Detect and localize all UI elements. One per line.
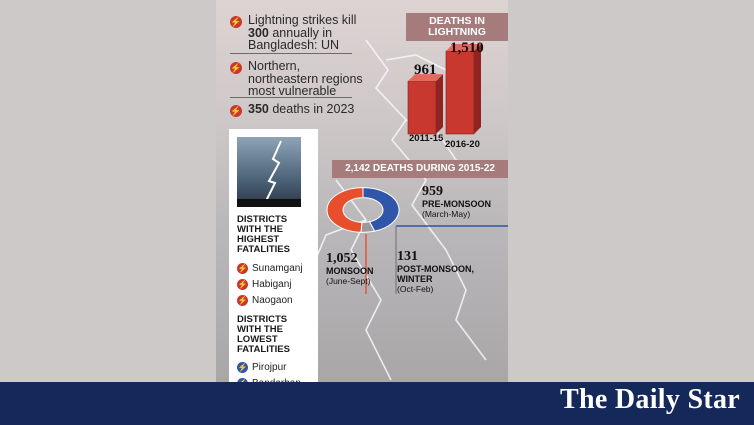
districts-card (229, 129, 318, 389)
slice-value: 1,052 (326, 251, 358, 266)
divider (230, 97, 352, 98)
lightning-bolt-icon: ⚡ (237, 363, 248, 372)
lightning-bolt-icon: ⚡ (230, 17, 242, 27)
slice-label: MONSOON (326, 266, 374, 276)
fact-text: deaths in 2023 (268, 102, 355, 116)
slice-label: POST-MONSOON, WINTER (397, 264, 475, 284)
bar (446, 44, 481, 134)
slice-sublabel: (March-May) (422, 209, 471, 219)
district-name: Pirojpur (252, 362, 287, 373)
daily-star-logo[interactable]: The Daily Star (560, 384, 740, 415)
bar-value-label: 1,510 (450, 40, 484, 56)
lightning-bolt-icon: ⚡ (237, 296, 248, 305)
footer-bar (0, 382, 754, 425)
district-name: Sunamganj (252, 263, 303, 274)
donut-slice (327, 188, 363, 233)
bar-value-label: 961 (414, 62, 437, 78)
post-monsoon-label (397, 250, 493, 294)
fact-item (230, 14, 366, 52)
fact-item (230, 103, 378, 117)
divider (230, 53, 352, 54)
lightning-bolt-icon: ⚡ (237, 280, 248, 289)
district-name: Naogaon (252, 295, 293, 306)
highest-fatalities-heading: DISTRICTS WITH THE HIGHEST FATALITIES (237, 214, 290, 255)
fact-number: 350 (248, 102, 269, 116)
slice-value: 131 (397, 249, 418, 264)
donut-chart-title: 2,142 DEATHS DURING 2015-22 (332, 160, 508, 178)
bar-category-label: 2016-20 (445, 139, 480, 150)
bar-category-label: 2011-15 (409, 133, 444, 144)
district-item (237, 279, 291, 290)
fact-number: 300 (248, 25, 269, 40)
slice-value: 959 (422, 184, 443, 199)
district-item (237, 362, 286, 373)
lightning-photo (237, 137, 301, 207)
lowest-fatalities-heading: DISTRICTS WITH THE LOWEST FATALITIES (237, 314, 290, 355)
lightning-bolt-icon: ⚡ (230, 63, 242, 73)
slice-label: PRE-MONSOON (422, 199, 492, 209)
slice-sublabel: (June-Sept) (326, 276, 371, 286)
monsoon-label (326, 252, 376, 286)
bar (408, 74, 443, 134)
fact-item (230, 60, 366, 98)
infographic-panel (216, 0, 508, 382)
district-item (237, 263, 303, 274)
lightning-bolt-icon: ⚡ (237, 264, 248, 273)
fact-text: Northern, northeastern regions most vulnerable (248, 59, 363, 98)
fact-text: Lightning strikes kill (248, 13, 357, 27)
district-item (237, 295, 293, 306)
lightning-bolt-icon: ⚡ (230, 106, 242, 116)
slice-sublabel: (Oct-Feb) (397, 284, 434, 294)
district-name: Habiganj (252, 279, 292, 290)
bar-chart-title: DEATHS IN LIGHTNING (406, 13, 508, 41)
pre-monsoon-label (422, 185, 491, 219)
fact-text: annually in Bangladesh: UN (248, 25, 340, 52)
